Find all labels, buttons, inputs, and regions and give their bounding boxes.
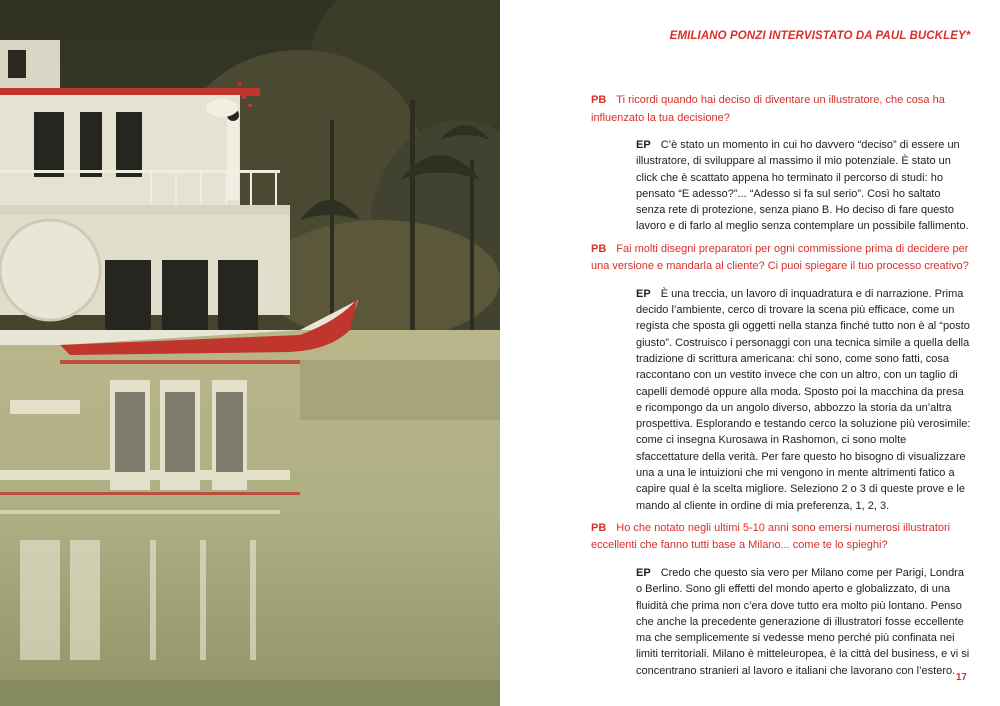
question-block: [591, 92, 971, 127]
question-text: Ho che notato negli ultimi 5-10 anni sono emersi numerosi illustratori eccellenti che fanno tutti base a Milano... come te lo spieghi?: [591, 521, 951, 552]
page-number: 17: [955, 672, 967, 683]
speaker-tag: PB: [591, 242, 607, 255]
question-block: [591, 241, 971, 276]
question-text: Fai molti disegni preparatori per ogni commissione prima di decidere per una versione e mandarla al cliente? Ci puoi spiegare il tuo processo creativo?: [591, 242, 969, 273]
page-header: EMILIANO PONZI INTERVISTATO DA PAUL BUCKLEY*: [669, 30, 971, 42]
speaker-tag: EP: [636, 139, 651, 151]
speaker-tag: PB: [591, 94, 607, 106]
answer-block: [636, 286, 971, 514]
speaker-tag: EP: [636, 566, 651, 579]
answer-text: C’è stato un momento in cui ho davvero “deciso” di essere un illustratore, di sviluppare al massimo il mio potenziale. È stato un click che è scattato appena ho terminato il percorso di studi: ho pensato “E adesso?”... “Adesso si fa sul serio”. Così ho saltato senza rete di protezione, senza piano B. Ho deciso di fare questo lavoro e di farlo al meglio senza contemplare un possibile fallimento.: [636, 139, 969, 233]
answer-text: È una treccia, un lavoro di inquadratura e di narrazione. Prima decido l’ambiente, cerco di trovare la scena più efficace, come un regista che sposta gli oggetti nella stanza finché tutto non è al “posto giusto”. Costruisco i personaggi con una tecnica simile a quella della tradizione di scrittura americana: chi sono, come sono fatti, cosa raccontano con un vestito invece che con un altro, con un taglio di capelli demodé oppure alla moda. Sposto poi la macchina da presa e ricompongo da un angolo diverso, abbozzo la storia da un’altra prospettiva. Esplorando e testando cerco la soluzione più verosimile: come ci insegna Kurosawa in Rashomon, ci sono molte sfaccettature della verità. Per fare questo ho bisogno di visualizzare una a una le intuizioni che mi vengono in mente altrimenti fatico a capire qual è la scelta migliore. Seleziono 2 o 3 di queste prove e le mando al cliente in ordine di mia preferenza, 1, 2, 3.: [636, 287, 971, 512]
question-text: Ti ricordi quando hai deciso di diventare un illustratore, che cosa ha influenzato la tua decisione?: [591, 94, 945, 124]
question-block: [591, 520, 971, 555]
answer-block: [636, 137, 971, 235]
text-page: [500, 0, 1000, 706]
speaker-tag: PB: [591, 521, 607, 534]
interview-body: [591, 92, 971, 685]
answer-block: [636, 565, 971, 679]
speaker-tag: EP: [636, 287, 651, 300]
answer-text: Credo che questo sia vero per Milano come per Parigi, Londra o Berlino. Sono gli effetti del mondo aperto e globalizzato, di una fluidità che prima non c’era dove tutto era molto più lontano. Penso che anche la precedente generazione di illustratori fosse eccellente ma che semplicemente si vedesse meno perché più confinata nei limiti territoriali. Milano è mitteleuropea, è la città del business, e vi si concentrano stranieri al lavoro e italiani che lavorano con l’estero.: [636, 566, 970, 677]
